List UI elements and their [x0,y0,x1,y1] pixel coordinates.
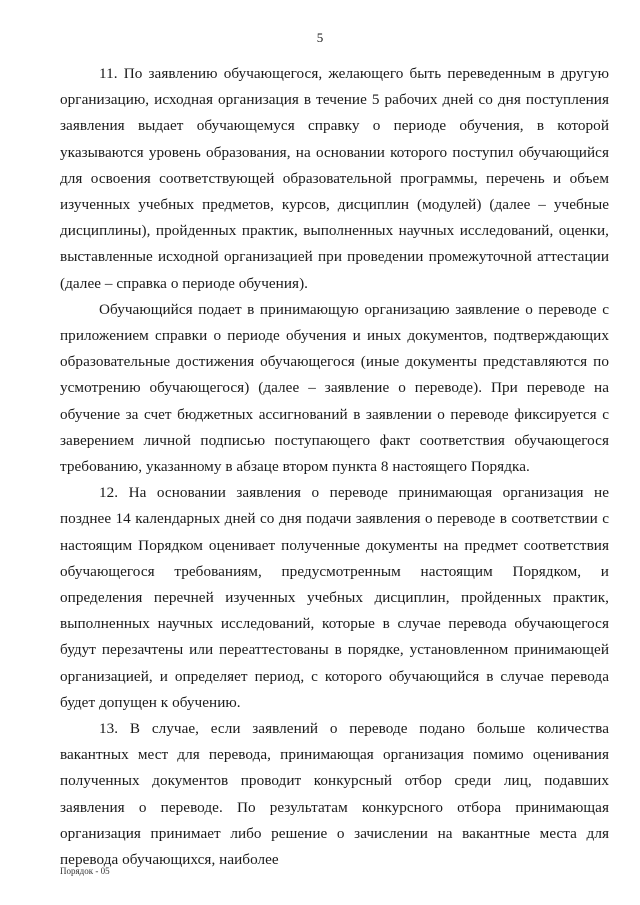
document-body [60,61,609,873]
paragraph-11-continued: Обучающийся подает в принимающую организацию заявление о переводе с приложением справки о периоде обучения и иных документов, подтверждающих образовательные достижения обучающегося (иные документы представляются по усмотрению обучающегося) (далее – заявление о переводе). При переводе на обучение за счет бюджетных ассигнований в заявлении о переводе фиксируется с заверением личной подписью поступающего факт соответствия обучающегося требованию, указанному в абзаце втором пункта 8 настоящего Порядка. [60,300,609,476]
paragraph-12: 12. На основании заявления о переводе принимающая организация не позднее 14 календарных дней со дня подачи заявления о переводе в соответствии с настоящим Порядком оценивает полученные документы на предмет соответствия обучающегося требованиям, предусмотренным настоящим Порядком, и определения перечней изученных учебных дисциплин, пройденных практик, выполненных научных исследований, которые в случае перевода обучающегося будут перезачтены или переаттестованы в порядке, установленном принимающей организацией, и определяет период, с которого обучающийся в случае перевода будет допущен к обучению. [60,484,609,711]
footer-label: Порядок - 05 [60,866,110,876]
paragraph-11: 11. По заявлению обучающегося, желающего быть переведенным в другую организацию, исходная организация в течение 5 рабочих дней со дня поступления заявления выдает обучающемуся справку о периоде обучения, в которой указываются уровень образования, на основании которого поступил обучающийся для освоения соответствующей образовательной программы, перечень и объем изученных учебных предметов, курсов, дисциплин (модулей) (далее – учебные дисциплины), пройденных практик, выполненных научных исследований, оценки, выставленные исходной организацией при проведении промежуточной аттестации (далее – справка о периоде обучения). [60,65,609,292]
page-number: 5 [316,30,324,45]
paragraph-13: 13. В случае, если заявлений о переводе подано больше количества вакантных мест для перевода, принимающая организация помимо оценивания полученных документов проводит конкурсный отбор среди лиц, подавших заявления о переводе. По результатам конкурсного отбора принимающая организация принимает либо решение о зачислении на вакантные места для перевода обучающихся, наиболее [60,720,609,869]
